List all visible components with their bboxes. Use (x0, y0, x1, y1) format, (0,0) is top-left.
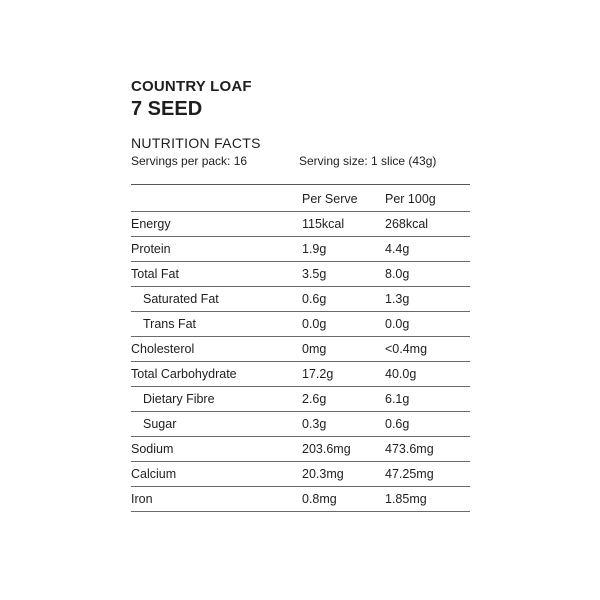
per-serve-value: 3.5g (302, 267, 327, 281)
column-header-per-serve: Per Serve (302, 192, 358, 206)
serving-size: Serving size: 1 slice (43g) (299, 154, 437, 168)
per-serve-value: 203.6mg (302, 442, 351, 456)
per-100g-value: 6.1g (385, 392, 410, 406)
product-line: COUNTRY LOAF (131, 78, 252, 95)
per-serve-value: 2.6g (302, 392, 327, 406)
table-row (131, 262, 470, 287)
table-row (131, 337, 470, 362)
nutrient-sublabel: Dietary Fibre (143, 392, 215, 406)
product-name: 7 SEED (131, 98, 203, 120)
per-serve-value: 20.3mg (302, 467, 344, 481)
table-header-row (131, 185, 470, 212)
servings-info (131, 154, 470, 169)
nutrient-label: Energy (131, 217, 171, 231)
nutrient-label: Sodium (131, 442, 174, 456)
per-serve-value: 17.2g (302, 367, 334, 381)
per-100g-value: 1.3g (385, 292, 410, 306)
per-100g-value: 1.85mg (385, 492, 427, 506)
nutrition-panel (131, 78, 470, 512)
per-100g-value: 47.25mg (385, 467, 434, 481)
nutrient-label: Iron (131, 492, 153, 506)
table-row (131, 362, 470, 387)
table-row (131, 287, 470, 312)
table-row (131, 237, 470, 262)
nutrient-label: Total Carbohydrate (131, 367, 237, 381)
per-serve-value: 1.9g (302, 242, 327, 256)
table-row (131, 487, 470, 512)
per-serve-value: 0.6g (302, 292, 327, 306)
nutrient-sublabel: Sugar (143, 417, 177, 431)
per-100g-value: 4.4g (385, 242, 410, 256)
per-serve-value: 0.8mg (302, 492, 337, 506)
nutrient-label: Cholesterol (131, 342, 195, 356)
per-100g-value: 0.0g (385, 317, 410, 331)
per-100g-value: 268kcal (385, 217, 429, 231)
per-serve-value: 115kcal (302, 217, 345, 231)
per-serve-value: 0.0g (302, 317, 327, 331)
per-serve-value: 0.3g (302, 417, 327, 431)
table-row (131, 462, 470, 487)
servings-per-pack: Servings per pack: 16 (131, 154, 248, 168)
nutrient-label: Calcium (131, 467, 177, 481)
per-100g-value: 40.0g (385, 367, 417, 381)
nutrition-table (131, 184, 470, 512)
table-row (131, 412, 470, 437)
table-row (131, 312, 470, 337)
per-100g-value: <0.4mg (385, 342, 428, 356)
table-row (131, 437, 470, 462)
table-row (131, 387, 470, 412)
nutrition-title: NUTRITION FACTS (131, 135, 261, 151)
nutrient-sublabel: Trans Fat (143, 317, 197, 331)
per-100g-value: 473.6mg (385, 442, 434, 456)
nutrient-sublabel: Saturated Fat (143, 292, 219, 306)
nutrient-label: Protein (131, 242, 171, 256)
per-serve-value: 0mg (302, 342, 327, 356)
table-row (131, 212, 470, 237)
per-100g-value: 8.0g (385, 267, 410, 281)
per-100g-value: 0.6g (385, 417, 410, 431)
column-header-per-100g: Per 100g (385, 192, 436, 206)
nutrient-label: Total Fat (131, 267, 179, 281)
